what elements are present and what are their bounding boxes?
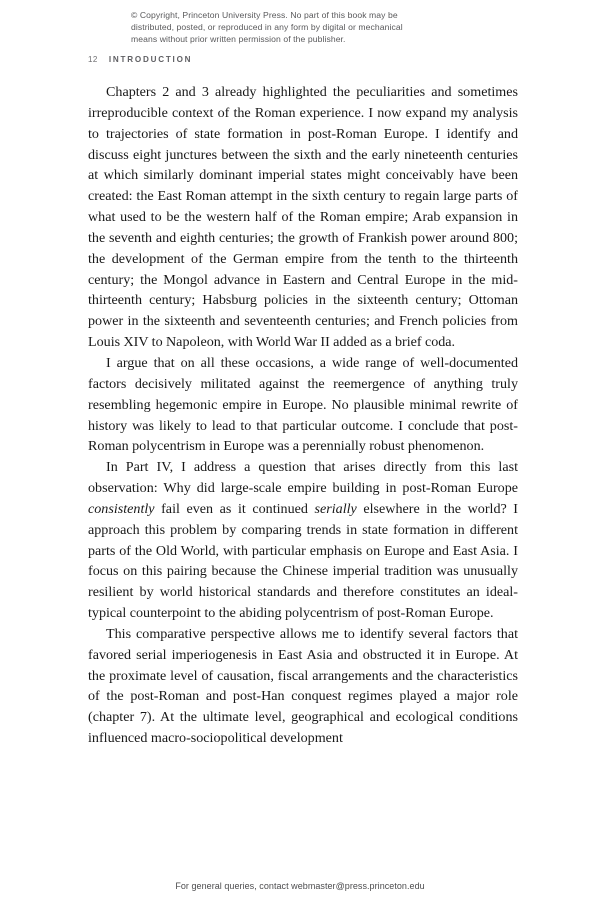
copyright-notice-line-3: means without prior written permission of the publisher. [131,34,346,45]
body-text-column [88,82,518,749]
paragraph-1: Chapters 2 and 3 already highlighted the peculiarities and sometimes irreproducible context of the Roman experience. I now expand my analysis to trajectories of state formation in post-Roman Europe. I identify and discuss eight junctures between the sixth and the early nineteenth centuries at which similarly dominant imperial states might conceivably have been created: the East Roman attempt in the sixth century to regain large parts of what used to be the western half of the Roman empire; Arab expansion in the seventh and eighth centuries; the growth of Frankish power around 800; the development of the German empire from the tenth to the thirteenth century; the Mongol advance in Eastern and Central Europe in the mid-thirteenth century; Habsburg policies in the sixteenth century; Ottoman power in the sixteenth and seventeenth centuries; and French policies from Louis XIV to Napoleon, with World War II added as a brief coda. [88,84,518,351]
copyright-notice [131,9,481,46]
footer-queries-line: For general queries, contact webmaster@press.princeton.edu [175,881,425,891]
copyright-notice-line-1: © Copyright, Princeton University Press. No part of this book may be [131,10,398,20]
running-head [88,55,192,64]
paragraph-3: In Part IV, I address a question that arises directly from this last observation: Why did large-scale empire building in post-Roman Europe consistently fail even as it continued serially elsewhere in the world? I approach this problem by comparing trends in state formation in different parts of the Old World, with particular emphasis on Europe and East Asia. I focus on this pairing because the Chinese imperial tradition was unusually resilient by world historical standards and therefore constitutes an ideal-typical counterpoint to the abiding polycentrism of post-Roman Europe. [88,459,519,622]
page-number: 12 [88,55,98,64]
chapter-title: INTRODUCTION [108,55,193,64]
copyright-notice-line-2: distributed, posted, or reproduced in any form by digital or mechanical [131,22,403,33]
paragraph-2: I argue that on all these occasions, a wide range of well-documented factors decisively militated against the reemergence of anything truly resembling hegemonic empire in Europe. No plausible minimal rewrite of history was likely to lead to that particular outcome. I conclude that post-Roman polycentrism in Europe was a perennially robust phenomenon. [88,354,518,455]
paragraph-4: This comparative perspective allows me to identify several factors that favored serial imperiogenesis in East Asia and obstructed it in Europe. At the proximate level of causation, fiscal arrangements and the characteristics of the post-Roman and post-Han conquest regimes played a major role (chapter 7). At the ultimate level, geographical and ecological conditions influenced macro-sociopolitical development [88,625,518,747]
